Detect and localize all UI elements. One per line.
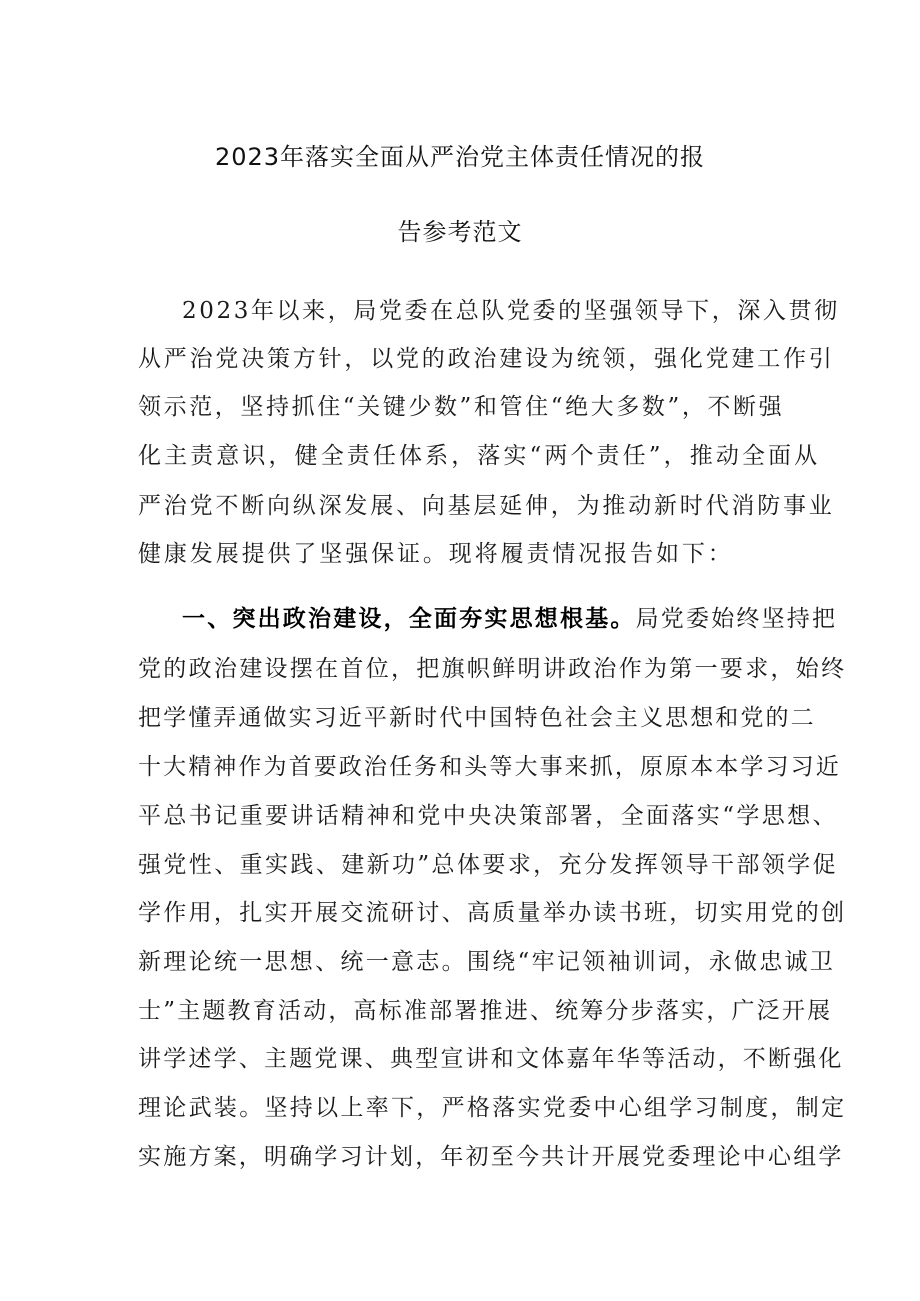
paragraph-line: 健康发展提供了坚强保证。现将履责情况报告如下： — [138, 541, 734, 567]
paragraph-line: 把学懂弄通做实习近平新时代中国特色社会主义思想和党的二 — [138, 705, 816, 731]
paragraph-line: 讲学述学、主题党课、典型宣讲和文体嘉年华等活动，不断强化 — [138, 1046, 844, 1072]
paragraph-line: 新理论统一思想、统一意志。围绕“牢记领袖训词，永做忠诚卫 — [138, 949, 836, 975]
paragraph-line: 士”主题教育活动，高标准部署推进、统筹分步落实，广泛开展 — [138, 998, 833, 1024]
paragraph-line: 理论武装。坚持以上率下，严格落实党委中心组学习制度，制定 — [138, 1095, 847, 1121]
paragraph-line: 十大精神作为首要政治任务和头等大事来抓，原原本本学习习近 — [138, 754, 841, 780]
paragraph-line: 化主责意识，健全责任体系，落实“两个责任”，推动全面从 — [138, 443, 821, 469]
section-heading-continuation: 局党委始终坚持把 — [635, 606, 838, 632]
paragraph-line: 2023年以来，局党委在总队党委的坚强领导下，深入贯彻 — [182, 298, 840, 324]
paragraph-line — [182, 600, 837, 633]
paragraph-line: 从严治党决策方针，以党的政治建设为统领，强化党建工作引 — [138, 346, 835, 372]
paragraph-line: 强党性、重实践、建新功”总体要求，充分发挥领导干部领学促 — [138, 852, 838, 878]
paragraph-line: 领示范，坚持抓住“关键少数”和管住“绝大多数”，不断强 — [138, 394, 785, 420]
paragraph-line: 实施方案，明确学习计划，年初至今共计开展党委理论中心组学 — [138, 1144, 844, 1170]
paragraph-line: 党的政治建设摆在首位，把旗帜鲜明讲政治作为第一要求，始终 — [138, 656, 847, 682]
section-heading: 一、突出政治建设，全面夯实思想根基。 — [182, 605, 636, 632]
paragraph-line: 平总书记重要讲话精神和党中央决策部署，全面落实“学思想、 — [138, 803, 838, 829]
paragraph-line: 学作用，扎实开展交流研讨、高质量举办读书班，切实用党的创 — [138, 900, 847, 926]
paragraph-line: 严治党不断向纵深发展、向基层延伸，为推动新时代消防事业 — [138, 493, 835, 519]
document-title-line-1: 2023年落实全面从严治党主体责任情况的报 — [214, 143, 706, 171]
document-title-line-2: 告参考范文 — [397, 218, 523, 246]
